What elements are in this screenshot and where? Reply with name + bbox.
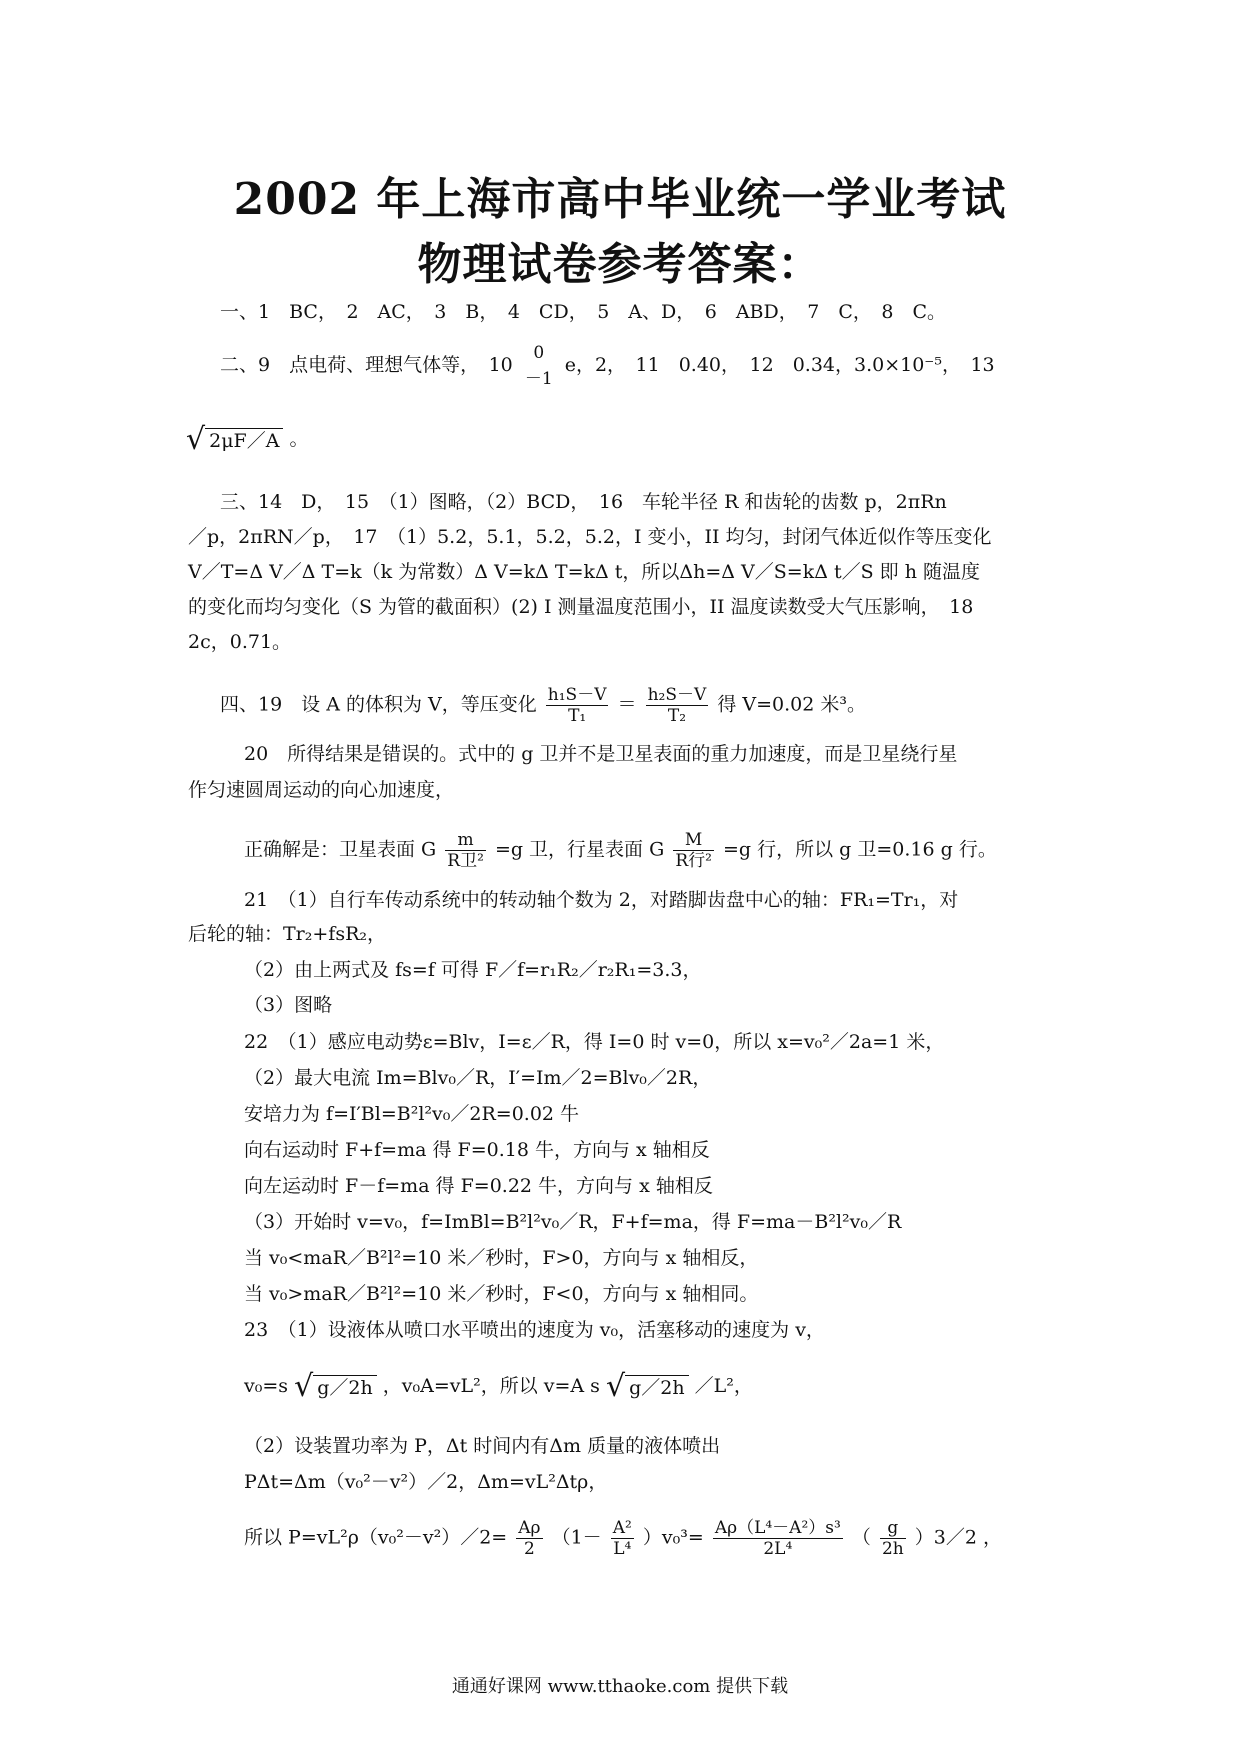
q23-f1-den: 2 xyxy=(516,1538,542,1559)
section-3-line-3: V／T=Δ V／Δ T=k（k 为常数）Δ V=kΔ T=kΔ t，所以Δh=Δ V／S=kΔ t／S 即 h 随温度 xyxy=(188,561,980,583)
section-3-line-4: 的变化而均匀变化（S 为管的截面积）(2) I 测量温度范围小，II 温度读数受大气压影响， 18 xyxy=(188,596,974,618)
q22-line-1: 22 （1）感应电动势ε=Blv，I=ε／R，得 I=0 时 v=0，所以 x=v₀²／2a=1 米， xyxy=(244,1031,945,1053)
q19-equals: ＝ xyxy=(617,693,637,716)
section-3-line-5: 2c，0.71。 xyxy=(188,631,292,653)
q19-fraction-2 xyxy=(646,685,709,726)
q23-f1-num: Aρ xyxy=(518,1518,541,1538)
q19-f1-den: T₁ xyxy=(546,705,609,726)
q23-sqrt-2 xyxy=(605,1369,689,1404)
q22-line-3: 安培力为 f=I′Bl=B²l²v₀／2R=0.02 牛 xyxy=(244,1103,580,1125)
q23-fraction-4 xyxy=(880,1518,906,1559)
q23-sqrt-1-body: g／2h xyxy=(313,1375,377,1400)
q23-line-2 xyxy=(244,1369,753,1404)
q23-f2-den: L⁴ xyxy=(611,1538,634,1559)
q22-line-8: 当 v₀>maR／B²l²=10 米／秒时，F<0，方向与 x 轴相同。 xyxy=(244,1283,759,1305)
q22-line-7: 当 v₀<maR／B²l²=10 米／秒时，F>0，方向与 x 轴相反， xyxy=(244,1247,759,1269)
q19-line xyxy=(220,685,866,726)
q21-line-4: （3）图略 xyxy=(244,994,333,1016)
sqrt-body: 2μF／A xyxy=(205,428,283,453)
q23-f4-num: g xyxy=(887,1518,899,1538)
q20-fraction-1 xyxy=(445,830,486,871)
q20-text-b: =g 卫，行星表面 G xyxy=(494,838,665,861)
radical-sign: √ xyxy=(294,1369,314,1404)
q23-line-1: 23 （1）设液体从喷口水平喷出的速度为 v₀，活塞移动的速度为 v， xyxy=(244,1319,825,1341)
q20-text-c: =g 行，所以 g 卫=0.16 g 行。 xyxy=(723,838,997,861)
q20-f2-den: R行² xyxy=(675,851,712,871)
q20-fraction-2 xyxy=(673,830,714,871)
q23-line-4: PΔt=Δm（v₀²－v²）／2，Δm=vL²Δtρ， xyxy=(244,1471,608,1493)
title-line-2: 物理试卷参考答案： xyxy=(417,239,823,290)
q23-fraction-3 xyxy=(713,1518,843,1559)
q20-f1-den: R卫² xyxy=(447,851,484,871)
q19-f2-num: h₂S－V xyxy=(647,685,707,705)
q23-2-text-c: ／L²， xyxy=(694,1375,753,1397)
section-1-answers: 一、1 BC， 2 AC， 3 B， 4 CD， 5 A、D， 6 ABD， 7 C， 8 C。 xyxy=(220,301,947,323)
sec2-end: 。 xyxy=(289,428,309,450)
section-2-line-1 xyxy=(220,340,995,392)
q19-f1-num: h₁S－V xyxy=(547,685,607,705)
q19-text-a: 四、19 设 A 的体积为 V，等压变化 xyxy=(220,693,537,716)
title-line-1: 2002 年上海市高中毕业统一学业考试 xyxy=(233,174,1007,225)
q23-sqrt-1 xyxy=(294,1369,377,1404)
q23-5-text-c: ）v₀³= xyxy=(642,1526,704,1549)
q20-text-a: 正确解是：卫星表面 G xyxy=(244,838,437,861)
q23-line-3: （2）设装置功率为 P，Δt 时间内有Δm 质量的液体喷出 xyxy=(244,1435,721,1457)
q21-line-1: 21 （1）自行车传动系统中的转动轴个数为 2，对踏脚齿盘中心的轴：FR₁=Tr₁，对 xyxy=(244,889,959,911)
q23-5-text-e: ）3／2 ， xyxy=(914,1526,1002,1549)
radical-sign: √ xyxy=(186,422,206,457)
q21-line-3: （2）由上两式及 fs=f 可得 F／f=r₁R₂／r₂R₁=3.3， xyxy=(244,959,702,981)
q22-line-4: 向右运动时 F+f=ma 得 F=0.18 牛，方向与 x 轴相反 xyxy=(244,1139,710,1161)
q20-line-1: 20 所得结果是错误的。式中的 g 卫并不是卫星表面的重力加速度，而是卫星绕行星 xyxy=(244,743,958,765)
q21-line-2: 后轮的轴：Tr₂+fsR₂， xyxy=(188,923,386,945)
q23-2-text-b: ，v₀A=vL²，所以 v=A s xyxy=(382,1375,600,1397)
q22-line-6: （3）开始时 v=v₀，f=ImBl=B²l²v₀／R，F+f=ma，得 F=ma－B²l²v₀／R xyxy=(244,1211,902,1233)
q23-line-5 xyxy=(244,1518,1002,1559)
q23-5-text-b: （1－ xyxy=(551,1526,602,1549)
page-footer: 通通好课网 www.tthaoke.com 提供下载 xyxy=(451,1676,789,1697)
section-3-line-1: 三、14 D， 15 （1）图略，（2）BCD， 16 车轮半径 R 和齿轮的齿数 p，2πRn xyxy=(220,491,947,513)
q20-f1-num: m xyxy=(457,830,474,850)
q19-fraction-1 xyxy=(546,685,609,726)
sqrt-expression xyxy=(186,422,283,457)
q23-sqrt-2-body: g／2h xyxy=(625,1375,689,1400)
q23-f3-num: Aρ（L⁴－A²）s³ xyxy=(714,1518,841,1538)
q20-line-2: 作匀速圆周运动的向心加速度， xyxy=(188,779,455,801)
q22-line-5: 向左运动时 F－f=ma 得 F=0.22 牛，方向与 x 轴相反 xyxy=(244,1175,713,1197)
q23-f4-den: 2h xyxy=(881,1539,904,1559)
q20-f2-num: M xyxy=(684,830,703,850)
q23-2-text-a: v₀=s xyxy=(244,1375,289,1397)
nuclide-top: 0 xyxy=(533,343,545,363)
section-3-line-2: ／p，2πRN／p， 17 （1）5.2，5.1，5.2，5.2，I 变小，II 均匀，封闭气体近似作等压变化 xyxy=(188,526,992,548)
q19-f2-den: T₂ xyxy=(646,705,709,726)
q22-line-2: （2）最大电流 Im=Blv₀／R，I′=Im／2=Blv₀／2R， xyxy=(244,1067,712,1089)
q23-f3-den: 2L⁴ xyxy=(713,1538,843,1559)
nuclide-notation xyxy=(525,340,553,392)
q23-f2-num: A² xyxy=(612,1518,632,1538)
sec2-text-a: 二、9 点电荷、理想气体等， 10 xyxy=(220,354,513,376)
q23-5-text-d: （ xyxy=(851,1526,871,1549)
q19-text-b: 得 V=0.02 米³。 xyxy=(717,693,866,716)
radical-sign: √ xyxy=(605,1369,626,1404)
nuclide-bottom: －1 xyxy=(524,369,553,389)
sec2-text-b: e，2， 11 0.40， 12 0.34，3.0×10⁻⁵， 13 xyxy=(564,354,995,376)
q23-fraction-1 xyxy=(516,1518,542,1559)
section-2-line-2 xyxy=(186,422,309,457)
q23-fraction-2 xyxy=(611,1518,634,1559)
q20-line-3 xyxy=(244,830,997,871)
q23-5-text-a: 所以 P=vL²ρ（v₀²－v²）／2= xyxy=(244,1526,508,1549)
